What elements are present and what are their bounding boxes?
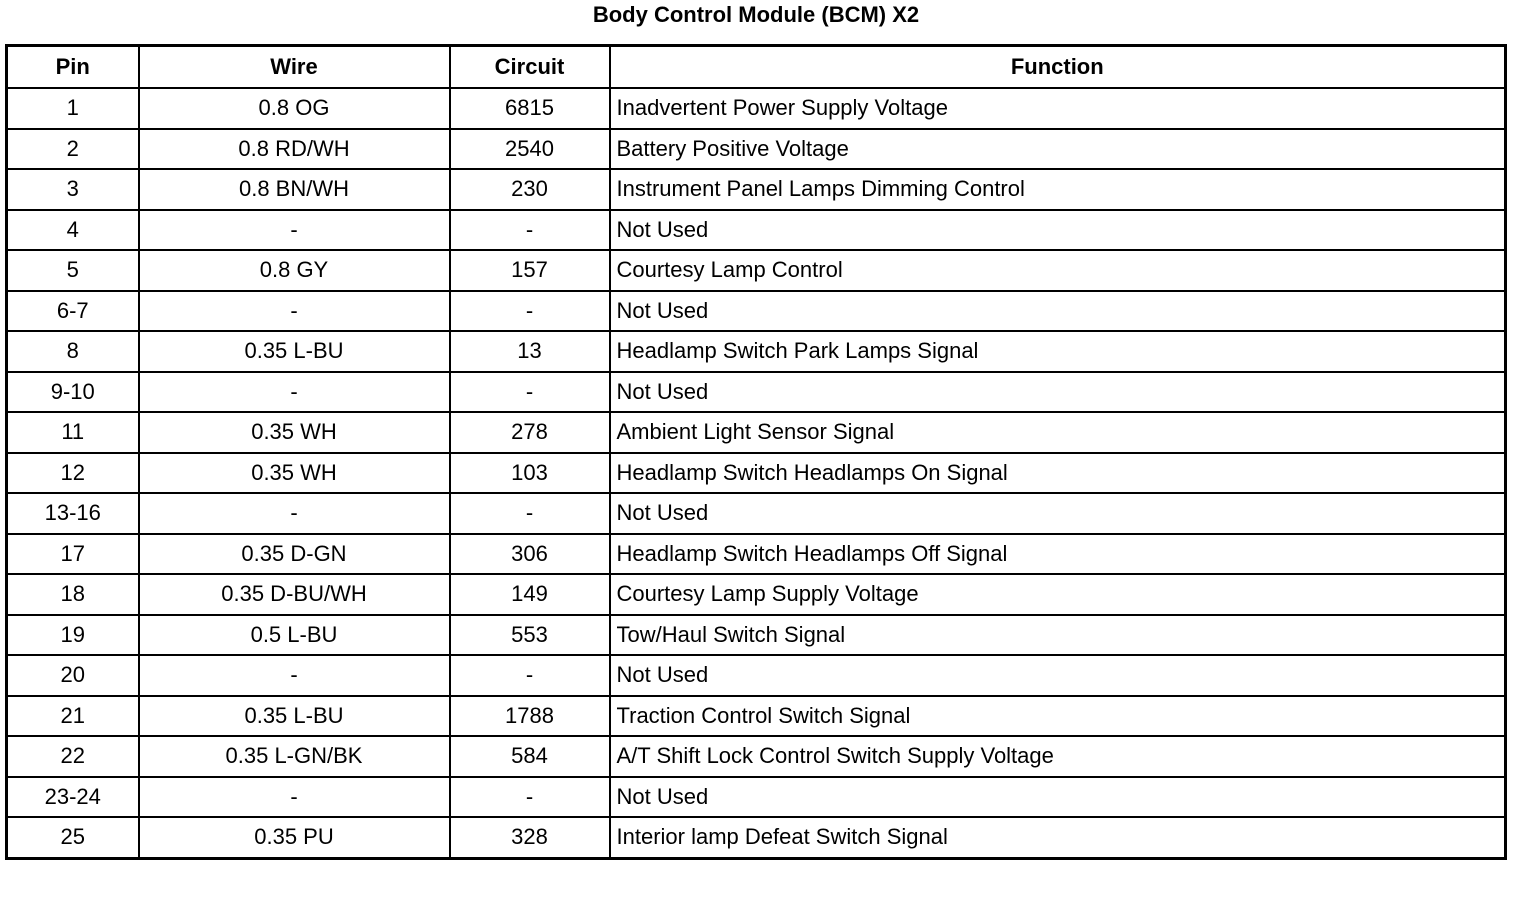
- wire-cell: 0.35 L-GN/BK: [139, 736, 450, 777]
- table-row: [7, 574, 1506, 615]
- table-row: [7, 331, 1506, 372]
- header-wire: Wire: [139, 46, 450, 89]
- wire-cell: 0.8 BN/WH: [139, 169, 450, 210]
- function-cell: Tow/Haul Switch Signal: [610, 615, 1506, 656]
- function-cell: Inadvertent Power Supply Voltage: [610, 88, 1506, 129]
- table-row: [7, 696, 1506, 737]
- function-cell: Not Used: [610, 493, 1506, 534]
- circuit-cell: 13: [450, 331, 610, 372]
- pin-cell: 20: [7, 655, 139, 696]
- table-row: [7, 493, 1506, 534]
- table-title: Body Control Module (BCM) X2: [592, 2, 920, 27]
- table-row: [7, 615, 1506, 656]
- wire-cell: 0.35 L-BU: [139, 696, 450, 737]
- table-row: [7, 655, 1506, 696]
- pin-cell: 22: [7, 736, 139, 777]
- function-cell: Courtesy Lamp Control: [610, 250, 1506, 291]
- pin-cell: 2: [7, 129, 139, 170]
- wire-cell: -: [139, 372, 450, 413]
- circuit-cell: 553: [450, 615, 610, 656]
- wire-cell: 0.8 RD/WH: [139, 129, 450, 170]
- table-row: [7, 412, 1506, 453]
- pin-cell: 18: [7, 574, 139, 615]
- function-cell: Not Used: [610, 372, 1506, 413]
- function-cell: A/T Shift Lock Control Switch Supply Voltage: [610, 736, 1506, 777]
- function-cell: Courtesy Lamp Supply Voltage: [610, 574, 1506, 615]
- header-pin: Pin: [7, 46, 139, 89]
- circuit-cell: 6815: [450, 88, 610, 129]
- pin-cell: 23-24: [7, 777, 139, 818]
- wire-cell: -: [139, 493, 450, 534]
- wire-cell: 0.8 OG: [139, 88, 450, 129]
- circuit-cell: 1788: [450, 696, 610, 737]
- header-function: Function: [610, 46, 1506, 89]
- circuit-cell: -: [450, 210, 610, 251]
- function-cell: Not Used: [610, 210, 1506, 251]
- pin-cell: 4: [7, 210, 139, 251]
- circuit-cell: -: [450, 655, 610, 696]
- function-cell: Interior lamp Defeat Switch Signal: [610, 817, 1506, 858]
- table-header: [7, 46, 1506, 89]
- circuit-cell: 328: [450, 817, 610, 858]
- function-cell: Instrument Panel Lamps Dimming Control: [610, 169, 1506, 210]
- wire-cell: 0.35 D-BU/WH: [139, 574, 450, 615]
- wire-cell: -: [139, 777, 450, 818]
- wire-cell: -: [139, 655, 450, 696]
- circuit-cell: 2540: [450, 129, 610, 170]
- function-cell: Ambient Light Sensor Signal: [610, 412, 1506, 453]
- circuit-cell: 149: [450, 574, 610, 615]
- circuit-cell: 230: [450, 169, 610, 210]
- pin-cell: 6-7: [7, 291, 139, 332]
- table-body: [7, 88, 1506, 858]
- function-cell: Headlamp Switch Headlamps On Signal: [610, 453, 1506, 494]
- circuit-cell: 278: [450, 412, 610, 453]
- wire-cell: 0.35 D-GN: [139, 534, 450, 575]
- table-row: [7, 777, 1506, 818]
- function-cell: Not Used: [610, 655, 1506, 696]
- table-row: [7, 88, 1506, 129]
- circuit-cell: 584: [450, 736, 610, 777]
- pin-cell: 9-10: [7, 372, 139, 413]
- circuit-cell: -: [450, 291, 610, 332]
- header-row: [7, 46, 1506, 89]
- function-cell: Not Used: [610, 777, 1506, 818]
- function-cell: Headlamp Switch Park Lamps Signal: [610, 331, 1506, 372]
- circuit-cell: 306: [450, 534, 610, 575]
- circuit-cell: -: [450, 493, 610, 534]
- table-row: [7, 291, 1506, 332]
- pinout-table: [5, 44, 1507, 860]
- circuit-cell: -: [450, 372, 610, 413]
- pin-cell: 19: [7, 615, 139, 656]
- table-row: [7, 534, 1506, 575]
- header-circuit: Circuit: [450, 46, 610, 89]
- table-row: [7, 250, 1506, 291]
- table-row: [7, 372, 1506, 413]
- pin-cell: 21: [7, 696, 139, 737]
- function-cell: Headlamp Switch Headlamps Off Signal: [610, 534, 1506, 575]
- pin-cell: 13-16: [7, 493, 139, 534]
- function-cell: Battery Positive Voltage: [610, 129, 1506, 170]
- table-row: [7, 129, 1506, 170]
- table-row: [7, 817, 1506, 858]
- pin-cell: 1: [7, 88, 139, 129]
- wire-cell: 0.35 WH: [139, 453, 450, 494]
- wire-cell: -: [139, 291, 450, 332]
- wire-cell: 0.35 WH: [139, 412, 450, 453]
- circuit-cell: 103: [450, 453, 610, 494]
- pin-cell: 5: [7, 250, 139, 291]
- table-row: [7, 169, 1506, 210]
- table-row: [7, 210, 1506, 251]
- wire-cell: 0.5 L-BU: [139, 615, 450, 656]
- pin-cell: 8: [7, 331, 139, 372]
- pin-cell: 11: [7, 412, 139, 453]
- pin-cell: 25: [7, 817, 139, 858]
- table-row: [7, 736, 1506, 777]
- pin-cell: 12: [7, 453, 139, 494]
- function-cell: Traction Control Switch Signal: [610, 696, 1506, 737]
- wire-cell: -: [139, 210, 450, 251]
- wire-cell: 0.35 PU: [139, 817, 450, 858]
- circuit-cell: -: [450, 777, 610, 818]
- wire-cell: 0.8 GY: [139, 250, 450, 291]
- wire-cell: 0.35 L-BU: [139, 331, 450, 372]
- function-cell: Not Used: [610, 291, 1506, 332]
- table-row: [7, 453, 1506, 494]
- pin-cell: 17: [7, 534, 139, 575]
- pin-cell: 3: [7, 169, 139, 210]
- circuit-cell: 157: [450, 250, 610, 291]
